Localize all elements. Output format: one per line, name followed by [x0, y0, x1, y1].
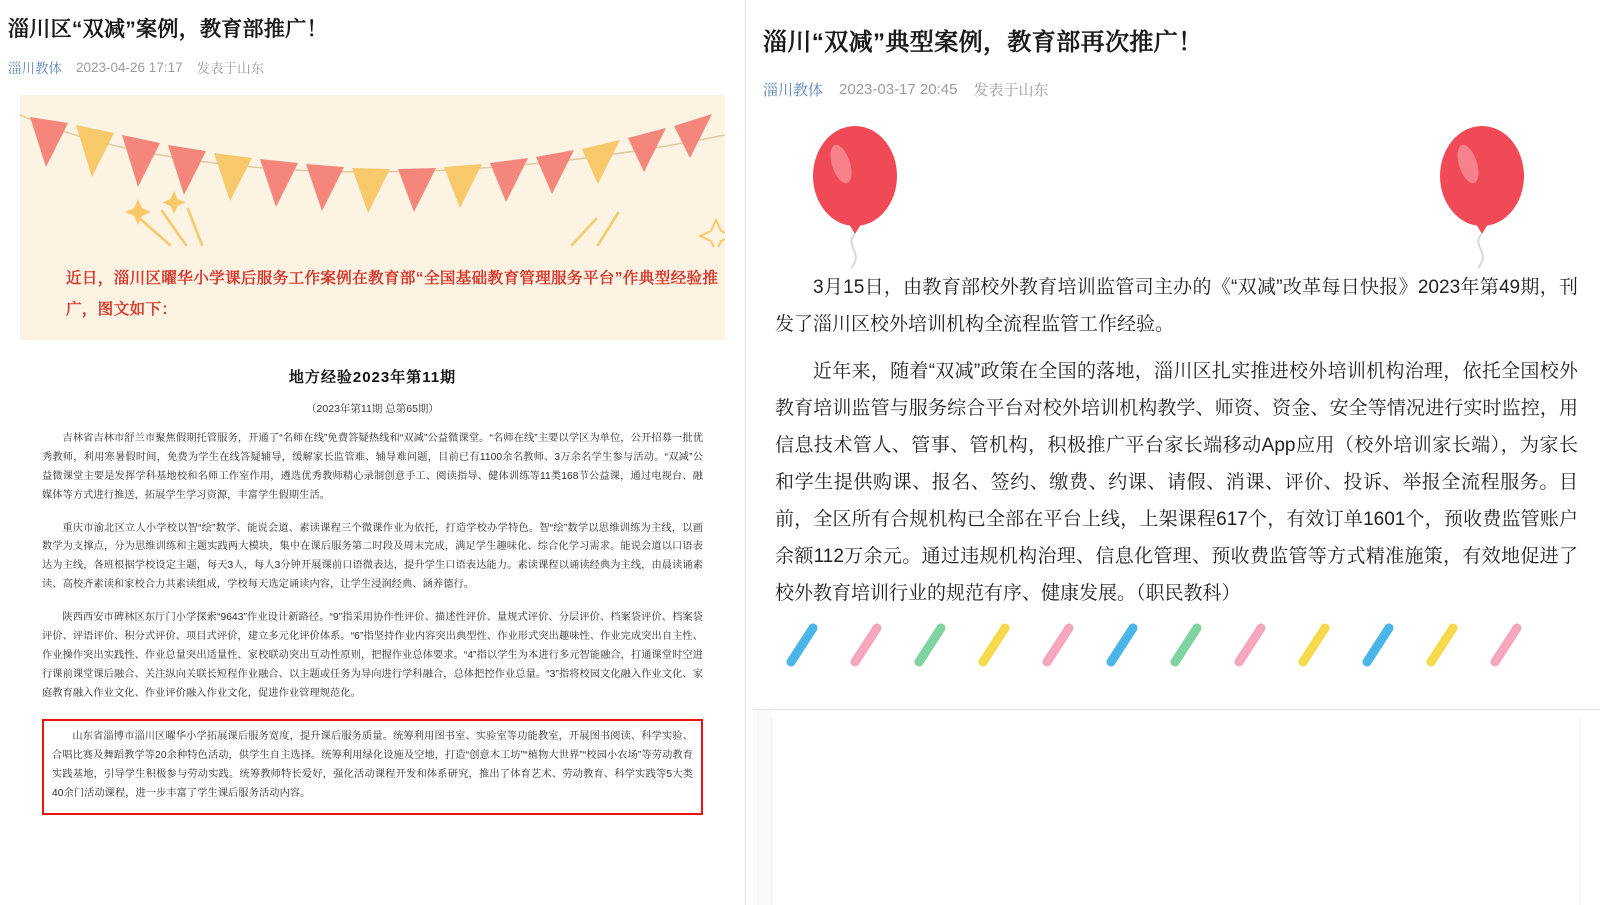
- bunting-decoration-icon: [20, 95, 725, 247]
- bottom-white-panel: [771, 718, 1581, 905]
- right-article-column: [753, 0, 1600, 905]
- inner-doc-title: 地方经验2023年第11期: [288, 369, 457, 386]
- right-account-name[interactable]: 淄川教体: [763, 82, 824, 99]
- inner-doc-paragraph: 吉林省吉林市舒兰市聚焦假期托管服务，开通了“名师在线”免费答疑热线和“双减”公益微课堂。“名师在线”主要以学区为单位，公开招募一批优秀教师，利用寒暑假时间，免费为学生在线答疑辅导，缓解家长监管难、辅导难问题，目前已有1100余名教师、3万余名学生参与活动。“双减”公益微课堂主要是发挥学科基地校和名师工作室作用，遴选优秀教师精心录制创意手工、阅读指导、健体训练等11类168节公益课，通过电视台、融媒体等方式进行推送，拓展学生学习资源，丰富学生假期生活。: [42, 433, 703, 501]
- right-publish-date: 2023-03-17 20:45: [839, 81, 958, 98]
- bottom-content-strip: [753, 709, 1600, 905]
- pencil-divider-decoration: [779, 622, 1600, 668]
- column-divider: [745, 0, 753, 905]
- right-article-meta: [763, 79, 1600, 100]
- right-publish-location: 发表于山东: [973, 82, 1049, 99]
- inner-doc-highlight-paragraph: 山东省淄博市淄川区曜华小学拓展课后服务宽度，提升课后服务质量。统筹利用图书室、实验室等功能教室，开展图书阅读、科学实验、合唱比赛及舞蹈教学等20余种特色活动，供学生自主选择。统筹利用绿化设施及空地，打造“创意木工坊”“植物大世界”“校园小农场”等劳动教育实践基地，引导学生积极参与劳动实践。统筹教师特长爱好，强化活动课程开发和体系研究，推出了体育艺术、劳动教育、科学实践等5大类40余门活动课程，进一步丰富了学生课后服务活动内容。: [52, 731, 693, 799]
- inner-doc-paragraph: 陕西西安市碑林区东厅门小学探索“9643”作业设计新路径。“9”指采用协作性评价、描述性评价、量规式评价、分层评价、档案袋评价、档案袋评价、评语评价、积分式评价、项目式评价，建立多元化评价体系。“6”指坚持作业内容突出典型性、作业形式突出趣味性、作业完成突出自主性、作业操作突出实践性、作业总量突出适量性、家校联动突出互动性原则，把握作业总体要求。“4”指以学生为本进行多元智能融合，打通课堂时空进行课前课堂课后融合、关注纵向关联长短程作业融合、以主题或任务为导向进行学科融合，总体把控作业总量。“3”指将校园文化融入作业文化、家庭教育融入作业文化、作业评价融入作业文化，促进作业管理规范化。: [42, 612, 703, 699]
- left-article-meta: [8, 57, 745, 77]
- balloon-icon: [1420, 124, 1550, 274]
- left-publish-location: 发表于山东: [196, 61, 265, 76]
- inner-doc-subtitle: （2023年第11期 总第65期）: [306, 403, 439, 415]
- left-account-name[interactable]: 淄川教体: [8, 61, 62, 76]
- right-article-title: 淄川“双减”典型案例，教育部再次推广！: [763, 29, 1203, 56]
- balloon-decoration-row: [753, 124, 1600, 269]
- left-gray-margin: [753, 710, 771, 905]
- left-article-card: [20, 95, 725, 882]
- left-article-title: 淄川区“双减”案例，教育部推广！: [8, 18, 328, 41]
- left-article-column: [0, 0, 745, 905]
- right-article-body: [775, 269, 1578, 612]
- highlighted-paragraph-box: [42, 719, 703, 815]
- right-article-paragraph: 近年来，随着“双减”政策在全国的落地，淄川区扎实推进校外培训机构治理，依托全国校外教育培训监管与服务综合平台对校外培训机构教学、师资、资金、安全等情况进行实时监控，用信息技术管人、管事、管机构，积极推广平台家长端移动App应用（校外培训家长端），为家长和学生提供购课、报名、签约、缴费、约课、请假、消课、评价、投诉、举报全流程服务。目前，全区所有合规机构已全部在平台上线，上架课程617个，有效订单1601个，预收费监管账户余额112万余元。通过违规机构治理、信息化管理、预收费监管等方式精准施策，有效地促进了校外教育培训行业的规范有序、健康发展。（职民教科）: [775, 361, 1578, 605]
- left-banner-text: 近日，淄川区曜华小学课后服务工作案例在教育部“全国基础教育管理服务平台”作典型经验推广，图文如下：: [66, 270, 719, 318]
- inner-doc-paragraph: 重庆市渝北区立人小学校以智“绘”数学、能说会道、素读课程三个微课作业为依托，打造学校办学特色。智“绘”数学以思维训练为主线，以画数学为支撑点，分为思维训练和主题实践两大模块，集中在课后服务第二时段及周末完成，满足学生趣味化、综合化学习需求。能说会道以口语表达为主线，各班根据学校设定主题，每天3人，每人3分钟开展课前口语微表达，提升学生口语表达能力。素读课程以诵读经典为主线，由晨读诵素读、高校齐素读和家校合力共素读组成，学校每天选定诵读内容，让学生浸润经典、涵养德行。: [42, 522, 703, 591]
- left-publish-date: 2023-04-26 17:17: [76, 59, 183, 75]
- inner-document: [20, 340, 725, 882]
- balloon-icon: [793, 124, 923, 274]
- right-article-paragraph: 3月15日，由教育部校外教育培训监管司主办的《“双减”改革每日快报》2023年第49期，刊发了淄川区校外培训机构全流程监管工作经验。: [775, 277, 1578, 336]
